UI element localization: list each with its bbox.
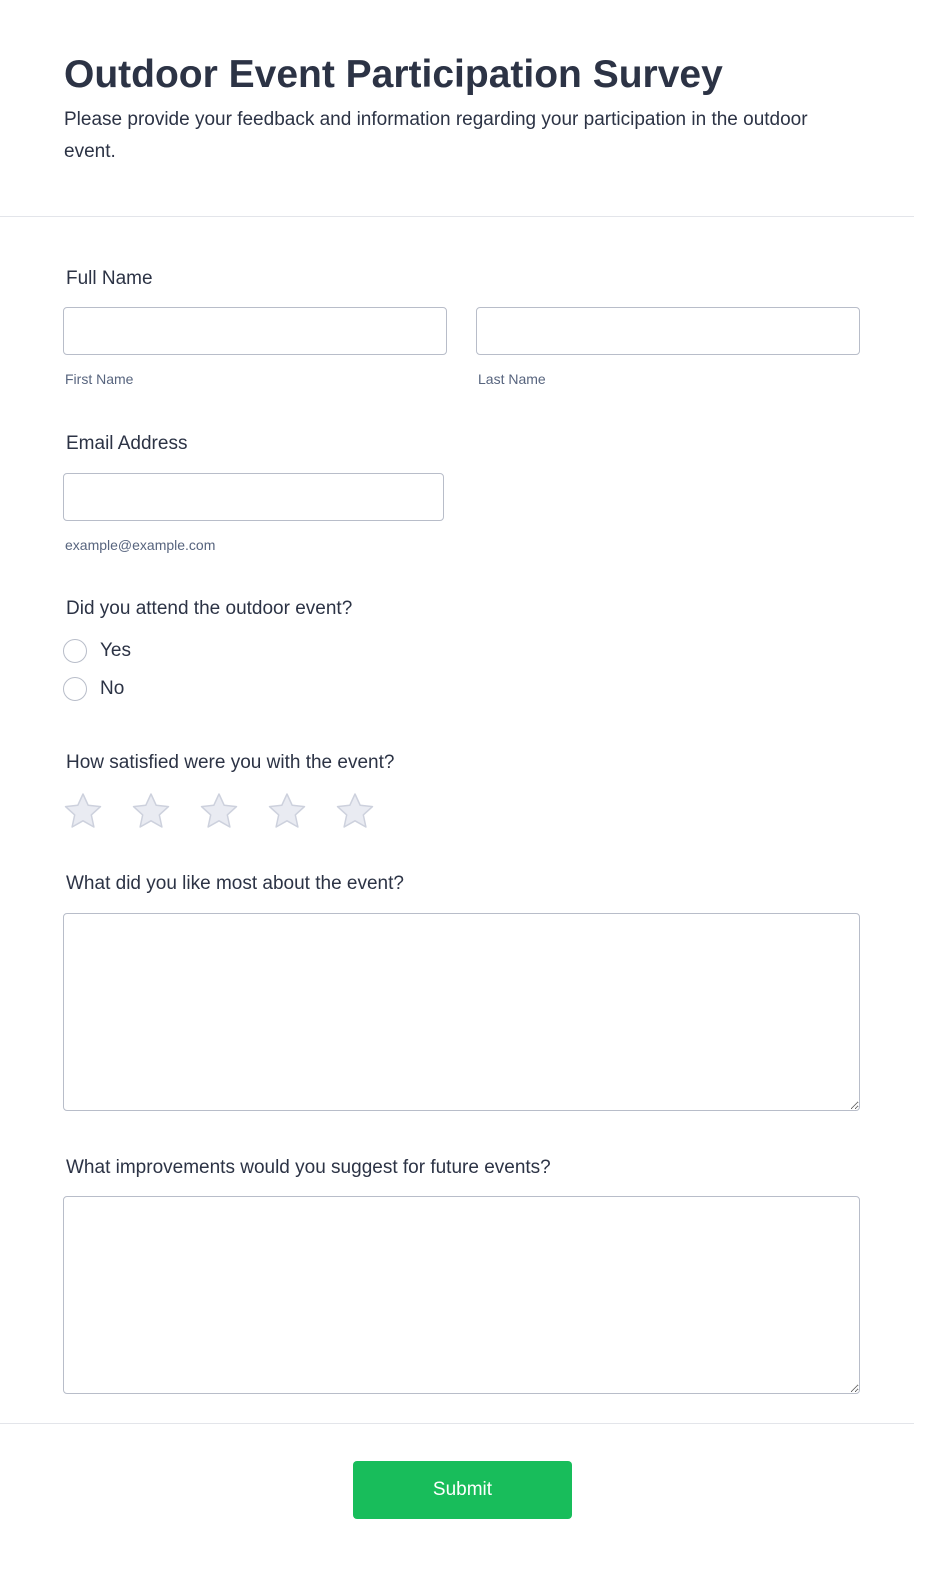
star-icon[interactable] bbox=[199, 792, 239, 830]
footer-divider bbox=[0, 1423, 914, 1424]
improvements-textarea[interactable] bbox=[63, 1196, 860, 1394]
star-icon[interactable] bbox=[267, 792, 307, 830]
form-header bbox=[0, 0, 914, 217]
star-icon[interactable] bbox=[335, 792, 375, 830]
radio-label-no: No bbox=[100, 678, 125, 699]
radio-label-yes: Yes bbox=[100, 640, 131, 661]
attended-label: Did you attend the outdoor event? bbox=[66, 598, 353, 619]
email-sublabel: example@example.com bbox=[65, 537, 216, 553]
submit-button[interactable]: Submit bbox=[353, 1461, 572, 1519]
liked-textarea[interactable] bbox=[63, 913, 860, 1111]
last-name-input[interactable] bbox=[476, 307, 860, 355]
radio-circle[interactable] bbox=[63, 677, 87, 701]
star-icon[interactable] bbox=[63, 792, 103, 830]
first-name-input[interactable] bbox=[63, 307, 447, 355]
liked-label: What did you like most about the event? bbox=[66, 873, 404, 894]
radio-option-yes[interactable] bbox=[63, 639, 131, 663]
improvements-label: What improvements would you suggest for future events? bbox=[66, 1157, 551, 1178]
radio-circle[interactable] bbox=[63, 639, 87, 663]
first-name-sublabel: First Name bbox=[65, 371, 134, 387]
star-icon[interactable] bbox=[131, 792, 171, 830]
email-input[interactable] bbox=[63, 473, 444, 521]
last-name-sublabel: Last Name bbox=[478, 371, 546, 387]
full-name-label: Full Name bbox=[66, 268, 153, 289]
satisfaction-label: How satisfied were you with the event? bbox=[66, 752, 395, 773]
page-title: Outdoor Event Participation Survey bbox=[64, 53, 723, 96]
email-label: Email Address bbox=[66, 433, 188, 454]
page-subtitle: Please provide your feedback and information regarding your participation in the outdoor event. bbox=[64, 109, 808, 162]
radio-option-no[interactable] bbox=[63, 677, 124, 701]
